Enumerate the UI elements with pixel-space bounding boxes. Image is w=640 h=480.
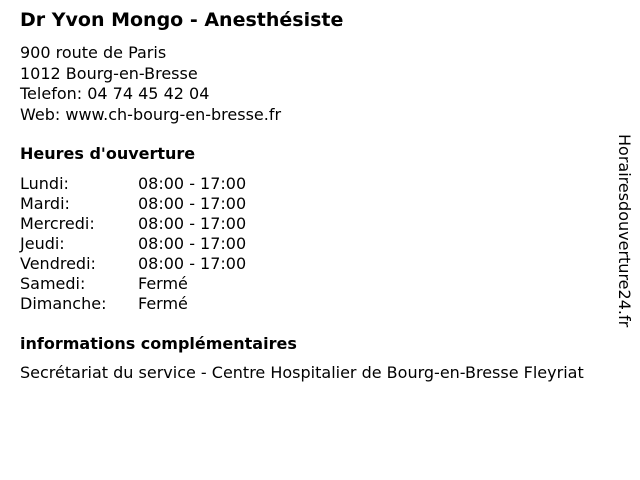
hours-row [20,234,246,254]
watermark-text: Horairesdouverture24.fr [615,134,634,328]
address-block [20,43,281,125]
hours-row [20,194,246,214]
hours-row [20,214,246,234]
phone-number: Telefon: 04 74 45 42 04 [20,84,210,103]
day-label: Samedi: [20,274,86,293]
day-hours: 08:00 - 17:00 [138,234,247,253]
day-hours: Fermé [138,274,188,293]
day-label: Mardi: [20,194,70,213]
day-hours: 08:00 - 17:00 [138,194,247,213]
info-heading: informations complémentaires [20,334,297,353]
hours-row [20,174,246,194]
hours-row [20,254,246,274]
street-address: 900 route de Paris [20,43,167,62]
page-title: Dr Yvon Mongo - Anesthésiste [20,9,344,31]
day-label: Lundi: [20,174,69,193]
hours-heading: Heures d'ouverture [20,144,196,163]
day-label: Vendredi: [20,254,96,273]
hours-row [20,274,246,294]
day-label: Jeudi: [20,234,65,253]
website: Web: www.ch-bourg-en-bresse.fr [20,104,282,124]
hours-table [20,174,246,314]
hours-row [20,294,246,314]
day-hours: 08:00 - 17:00 [138,214,247,233]
day-hours: 08:00 - 17:00 [138,254,247,273]
day-label: Dimanche: [20,294,107,313]
site-watermark [612,134,636,346]
day-hours: 08:00 - 17:00 [138,174,247,193]
info-text: Secrétariat du service - Centre Hospitalier de Bourg-en-Bresse Fleyriat [20,363,584,382]
day-hours: Fermé [138,294,188,313]
day-label: Mercredi: [20,214,95,233]
city-postal: 1012 Bourg-en-Bresse [20,63,198,83]
